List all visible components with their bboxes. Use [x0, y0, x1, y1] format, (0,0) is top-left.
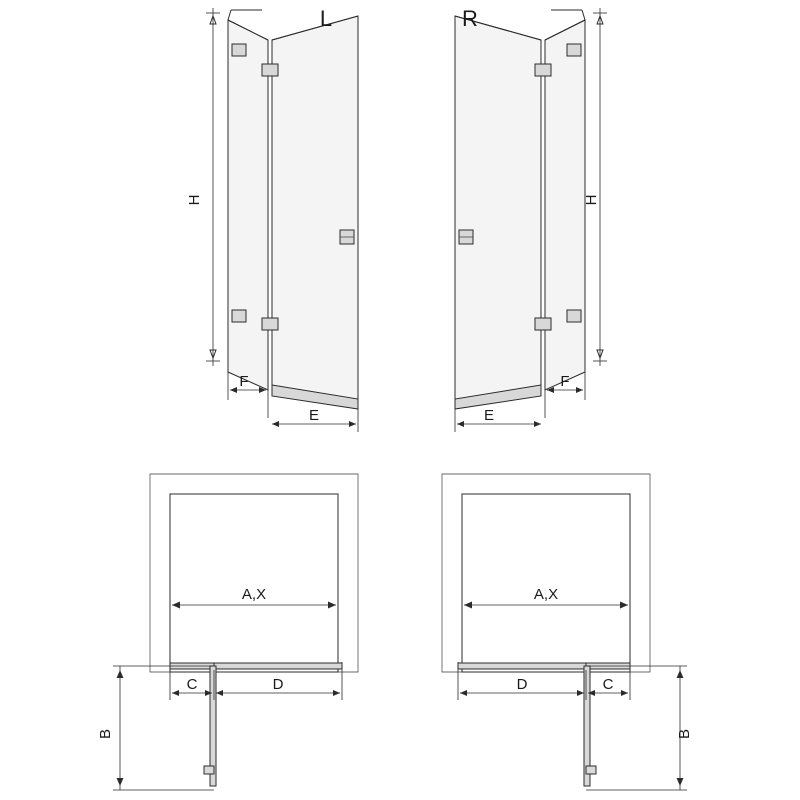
label-B-right: B	[676, 728, 693, 740]
label-D-left: D	[272, 676, 284, 693]
label-D-right: D	[516, 676, 528, 693]
label-C-right: C	[602, 676, 614, 693]
label-AX-right: A,X	[533, 586, 559, 603]
label-F-right: F	[560, 373, 570, 390]
label-variant-R: R	[462, 6, 478, 31]
label-E-right: E	[483, 407, 495, 424]
label-B-left: B	[97, 728, 114, 740]
enclosure-inner-right	[462, 494, 630, 672]
enclosure-inner-left	[170, 494, 338, 672]
label-F-left: F	[239, 373, 249, 390]
dim-arrow-AX-right-start	[464, 602, 472, 609]
hinge-bottom-left-2	[262, 318, 278, 330]
label-variant-L: L	[319, 6, 333, 31]
door-panel-left	[272, 16, 358, 404]
dim-arrow-AX-left-end	[328, 602, 336, 609]
dim-arrow-E-right-end	[534, 421, 541, 427]
dim-arrow-AX-right-end	[620, 602, 628, 609]
dim-arrow-E-left-start	[272, 421, 279, 427]
elevation-left-group	[186, 6, 358, 432]
top-profile-link-left	[228, 10, 231, 20]
dim-arrow-E-right-start	[457, 421, 464, 427]
dim-arrow-B-left-bottom	[117, 778, 124, 786]
hinge-bottom-right-2	[535, 318, 551, 330]
dim-arrow-D-right-end	[577, 690, 584, 696]
dim-arrow-D-right-start	[460, 690, 467, 696]
dim-arrow-D-left-start	[216, 690, 223, 696]
hinge-bottom-left-1	[232, 310, 246, 322]
door-handle-plan-left	[204, 766, 214, 774]
dim-arrow-F-right-end	[576, 387, 583, 393]
label-E-left: E	[308, 407, 320, 424]
elevation-right-group	[455, 6, 607, 432]
dim-arrow-C-right-end	[621, 690, 628, 696]
dim-arrow-D-left-end	[333, 690, 340, 696]
dim-arrow-C-left-start	[172, 690, 179, 696]
hinge-top-right-2	[535, 64, 551, 76]
dim-arrow-B-left-top	[117, 670, 124, 678]
door-panel-right	[455, 16, 541, 404]
hinge-top-right-1	[567, 44, 581, 56]
dim-arrow-E-left-end	[349, 421, 356, 427]
hinge-bottom-right-1	[567, 310, 581, 322]
top-profile-link-right	[582, 10, 585, 20]
hinge-top-left-1	[232, 44, 246, 56]
wall-hatch-right	[442, 474, 650, 672]
wall-hatch-left	[150, 474, 358, 672]
door-handle-plan-right	[586, 766, 596, 774]
label-AX-left: A,X	[241, 586, 267, 603]
plan-left-group	[97, 474, 358, 790]
label-H-left: H	[186, 194, 203, 206]
dim-arrow-AX-left-start	[172, 602, 180, 609]
plan-right-group	[442, 474, 693, 790]
dim-arrow-B-right-bottom	[677, 778, 684, 786]
dim-arrow-B-right-top	[677, 670, 684, 678]
label-C-left: C	[186, 676, 198, 693]
hinge-top-left-2	[262, 64, 278, 76]
label-H-right: H	[583, 194, 600, 206]
dim-arrow-F-left-start	[230, 387, 237, 393]
